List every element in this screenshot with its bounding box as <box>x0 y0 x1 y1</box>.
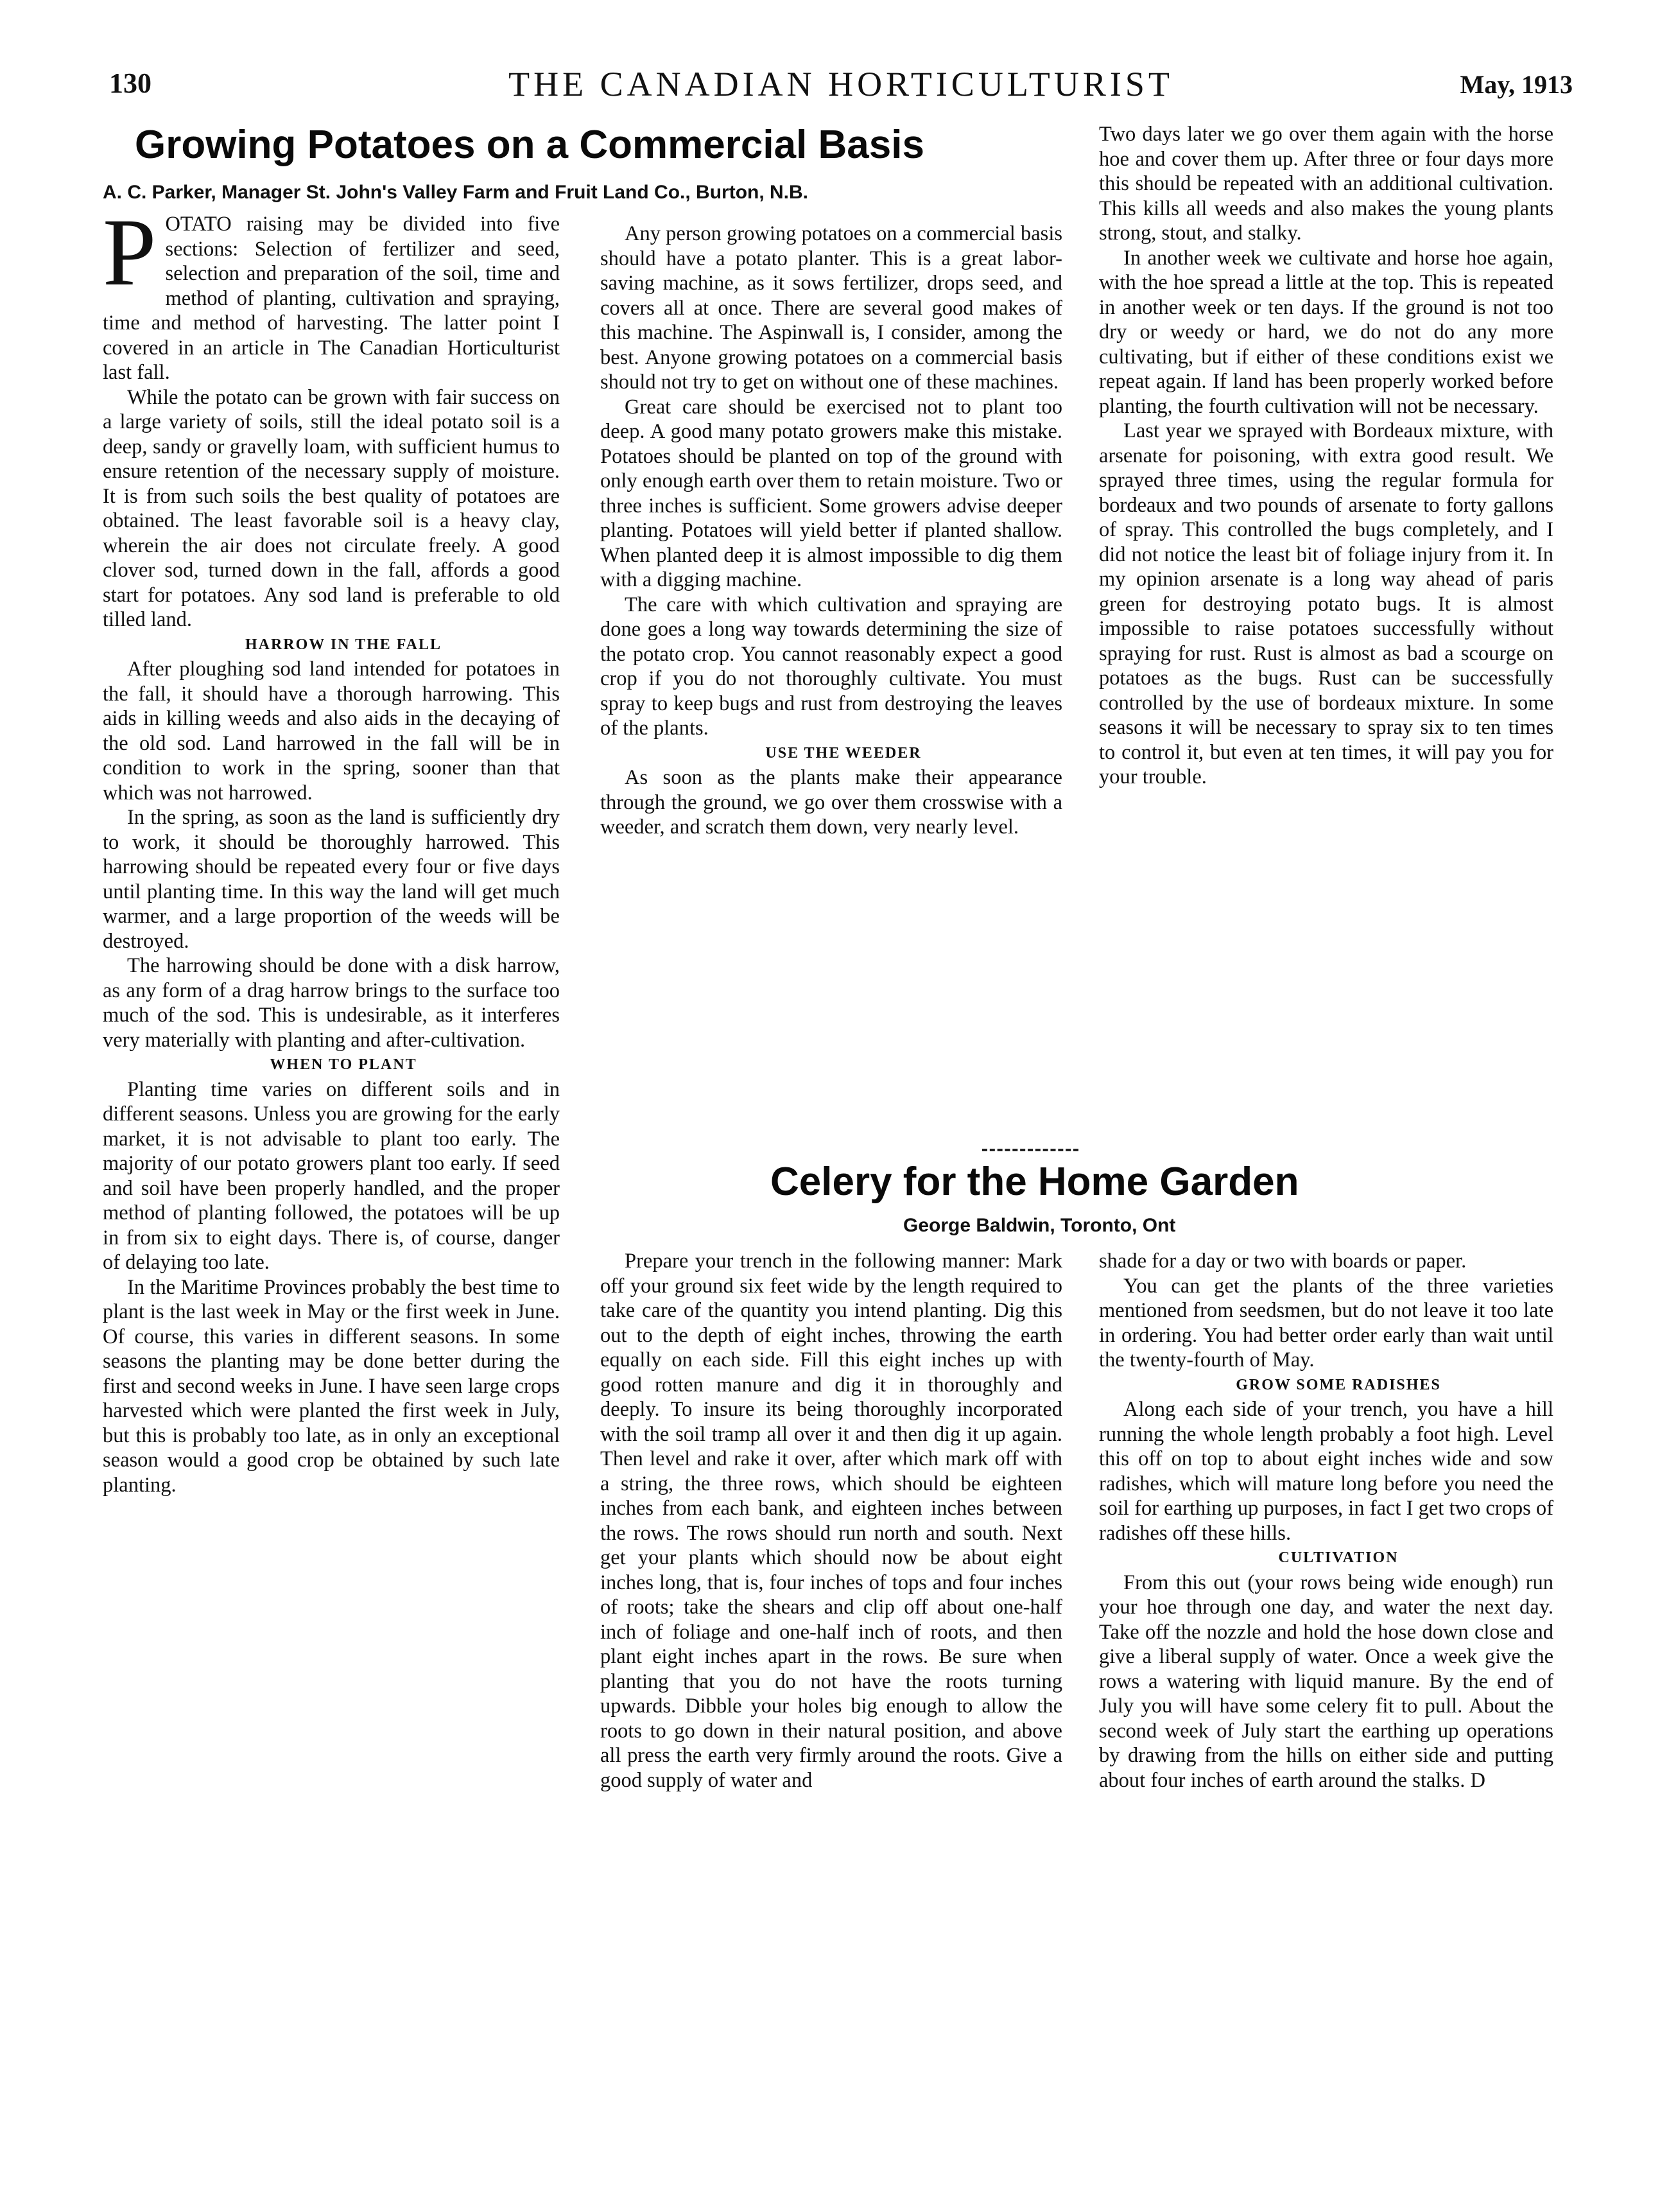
paragraph: POTATO raising may be divided into five sections: Selection of fertilizer and seed, selection and preparation of the soil, time and method of planting, cultivation and spraying, time and method of harvesting. The latter point I covered in an article in The Canadian Horticulturist last fall. <box>103 212 560 384</box>
paragraph: Planting time varies on different soils and in different seasons. Unless you are growing for the early market, it is not advisable to plant too early. The majority of our potato growers plant too early. If seed and soil have been properly handled, and the proper method of planting followed, the potatoes will be up in from six to eight days. There is, of course, danger of delaying too late. <box>103 1077 560 1274</box>
celery-column-1 <box>600 1249 1062 2048</box>
subhead-grow-some-radishes: GROW SOME RADISHES <box>1236 1376 1441 1393</box>
issue-date: May, 1913 <box>1460 70 1573 99</box>
page-number: 130 <box>109 67 151 99</box>
paragraph: Prepare your trench in the following manner: Mark off your ground six feet wide by the length required to take care of the quantity you intend planting. Dig this out to the depth of eight inches, throwing the earth equally on each side. Fill this eight inches up with good rotten manure and dig it in thoroughly and deeply. To insure its being thoroughly incorporated with the soil tramp all over it and then dig it up again. Then level and rake it over, after which mark off with a string, the three rows, which should be eighteen inches from each bank, and eighteen inches between the rows. The rows should run north and south. Next get your plants which should now be about eight inches long, that is, four inches of tops and four inches of roots; take the shears and clip off about one-half inch of foliage and one-half inch of roots, and then plant eight inches apart in the rows. Be sure when planting that you do not have the roots turning upwards. Dibble your holes big enough to allow the roots to go down in their natural position, and above all press the earth very firmly around the roots. Give a good supply of water and <box>600 1250 1062 1792</box>
subhead-use-the-weeder: USE THE WEEDER <box>765 744 922 762</box>
page-header <box>96 64 1586 103</box>
paragraph: While the potato can be grown with fair success on a large variety of soils, still the ideal potato soil is a deep, sandy or gravelly loam, with sufficient humus to ensure retention of the necessary supply of moisture. It is from such soils the best quality of potatoes are obtained. The least favorable soil is a heavy clay, wherein the air does not circulate freely. A good clover sod, turned down in the fall, affords a good start for potatoes. Any sod land is preferable to old tilled land. <box>103 385 560 631</box>
article-title-potatoes: Growing Potatoes on a Commercial Basis <box>135 123 924 167</box>
celery-column-2 <box>1099 1249 1553 2048</box>
subhead-harrow-in-the-fall: HARROW IN THE FALL <box>245 636 442 653</box>
article-divider <box>982 1149 1078 1151</box>
paragraph: You can get the plants of the three varieties mentioned from seedsmen, but do not leave it too late in ordering. You had better order early than wait until the twenty-fourth of May. <box>1099 1274 1553 1372</box>
paragraph: In the spring, as soon as the land is sufficiently dry to work, it should be thoroughly harrowed. This harrowing should be repeated every four or five days until planting time. In this way the land will get much warmer, and a large proportion of the weeds will be destroyed. <box>103 806 560 953</box>
paragraph: From this out (your rows being wide enough) run your hoe through one day, and water the next day. Take off the nozzle and hold the hose down close and give a liberal supply of water. Once a week give the rows a watering with liquid manure. By the end of July you will have some celery fit to pull. About the second week of July start the earthing up operations by drawing from the hills on either side and putting about four inches of earth around the stalks. D <box>1099 1571 1553 1792</box>
potatoes-column-3 <box>1099 122 1553 1143</box>
paragraph: Any person growing potatoes on a commercial basis should have a potato planter. This is a great labor-saving machine, as it sows fertilizer, drops seed, and covers all at once. There are several good makes of this machine. The Aspinwall is, I consider, among the best. Anyone growing potatoes on a commercial basis should not try to get on without one of these machines. <box>600 222 1062 394</box>
journal-title: THE CANADIAN HORTICULTURIST <box>508 65 1173 103</box>
article-byline-celery: George Baldwin, Toronto, Ont <box>903 1215 1176 1236</box>
paragraph: In the Maritime Provinces probably the best time to plant is the last week in May or the first week in June. Of course, this varies in different seasons. In some seasons the planting may be done better during the first and second weeks in June. I have seen large crops harvested which were planted the first week in July, but this is probably too late, as in only an exceptional season would a good crop be obtained by such late planting. <box>103 1275 560 1497</box>
paragraph: The harrowing should be done with a disk harrow, as any form of a drag harrow brings to the surface too much of the sod. This is undesirable, as it interferes very materially with planting and after-cultivation. <box>103 954 560 1052</box>
article-title-celery: Celery for the Home Garden <box>770 1160 1299 1204</box>
paragraph: The care with which cultivation and spraying are done goes a long way towards determining the size of the potato crop. You cannot reasonably expect a good crop if you do not thoroughly cultivate. You must spray to keep bugs and rust from destroying the leaves of the plants. <box>600 593 1062 740</box>
paragraph: Along each side of your trench, you have a hill running the whole length probably a foot high. Level this off on top to about eight inches wide and sow radishes, which will mature long before you need the soil for earthing up purposes, in fact I get two crops of radishes off these hills. <box>1099 1398 1553 1545</box>
paragraph: Two days later we go over them again with the horse hoe and cover them up. After three or four days more this should be repeated with an additional cultivation. This kills all weeds and also makes the young plants strong, stout, and stalky. <box>1099 123 1553 245</box>
article-byline-potatoes: A. C. Parker, Manager St. John's Valley Farm and Fruit Land Co., Burton, N.B. <box>103 182 809 203</box>
paragraph: shade for a day or two with boards or paper. <box>1099 1250 1467 1273</box>
potatoes-column-2 <box>600 222 1062 1133</box>
potatoes-column-1 <box>103 212 560 2048</box>
drop-cap: P <box>103 212 157 306</box>
paragraph: As soon as the plants make their appearance through the ground, we go over them crosswise with a weeder, and scratch them down, very nearly level. <box>600 766 1062 839</box>
paragraph: After ploughing sod land intended for potatoes in the fall, it should have a thorough harrowing. This aids in killing weeds and also aids in the decaying of the old sod. Land harrowed in the fall will be in condition to work in the spring, sooner than that which was not harrowed. <box>103 658 560 805</box>
paragraph: Last year we sprayed with Bordeaux mixture, with arsenate for poisoning, with extra good result. We sprayed three times, using the regular formula for bordeaux and two pounds of arsenate to forty gallons of spray. This controlled the bugs completely, and I did not notice the least bit of foliage injury from it. In my opinion arsenate is a long way ahead of paris green for destroying potato bugs. It is almost impossible to raise potatoes successfully without spraying for rust. Rust is almost as bad a scourge on potatoes as the bugs. Rust can be successfully controlled by the use of bordeaux mixture. In some seasons it will be necessary to spray six to ten times to control it, but even at ten times, it will pay you for your trouble. <box>1099 419 1553 788</box>
subhead-when-to-plant: WHEN TO PLANT <box>270 1056 417 1073</box>
paragraph: Great care should be exercised not to plant too deep. A good many potato growers make this mistake. Potatoes should be planted on top of the ground with only enough earth over them to retain moisture. Two or three inches is sufficient. Some growers advise deeper planting. Potatoes will yield better if planted shallow. When planted deep it is almost impossible to dig them with a digging machine. <box>600 395 1062 591</box>
subhead-cultivation: CULTIVATION <box>1278 1549 1399 1566</box>
paragraph: In another week we cultivate and horse hoe again, with the hoe spread a little at the top. This is repeated in another week or ten days. If the ground is not too dry or weedy or hard, we do not do any more cultivating, but if either of these conditions exist we repeat again. If land has been properly worked before planting, the fourth cultivation will not be necessary. <box>1099 246 1553 418</box>
